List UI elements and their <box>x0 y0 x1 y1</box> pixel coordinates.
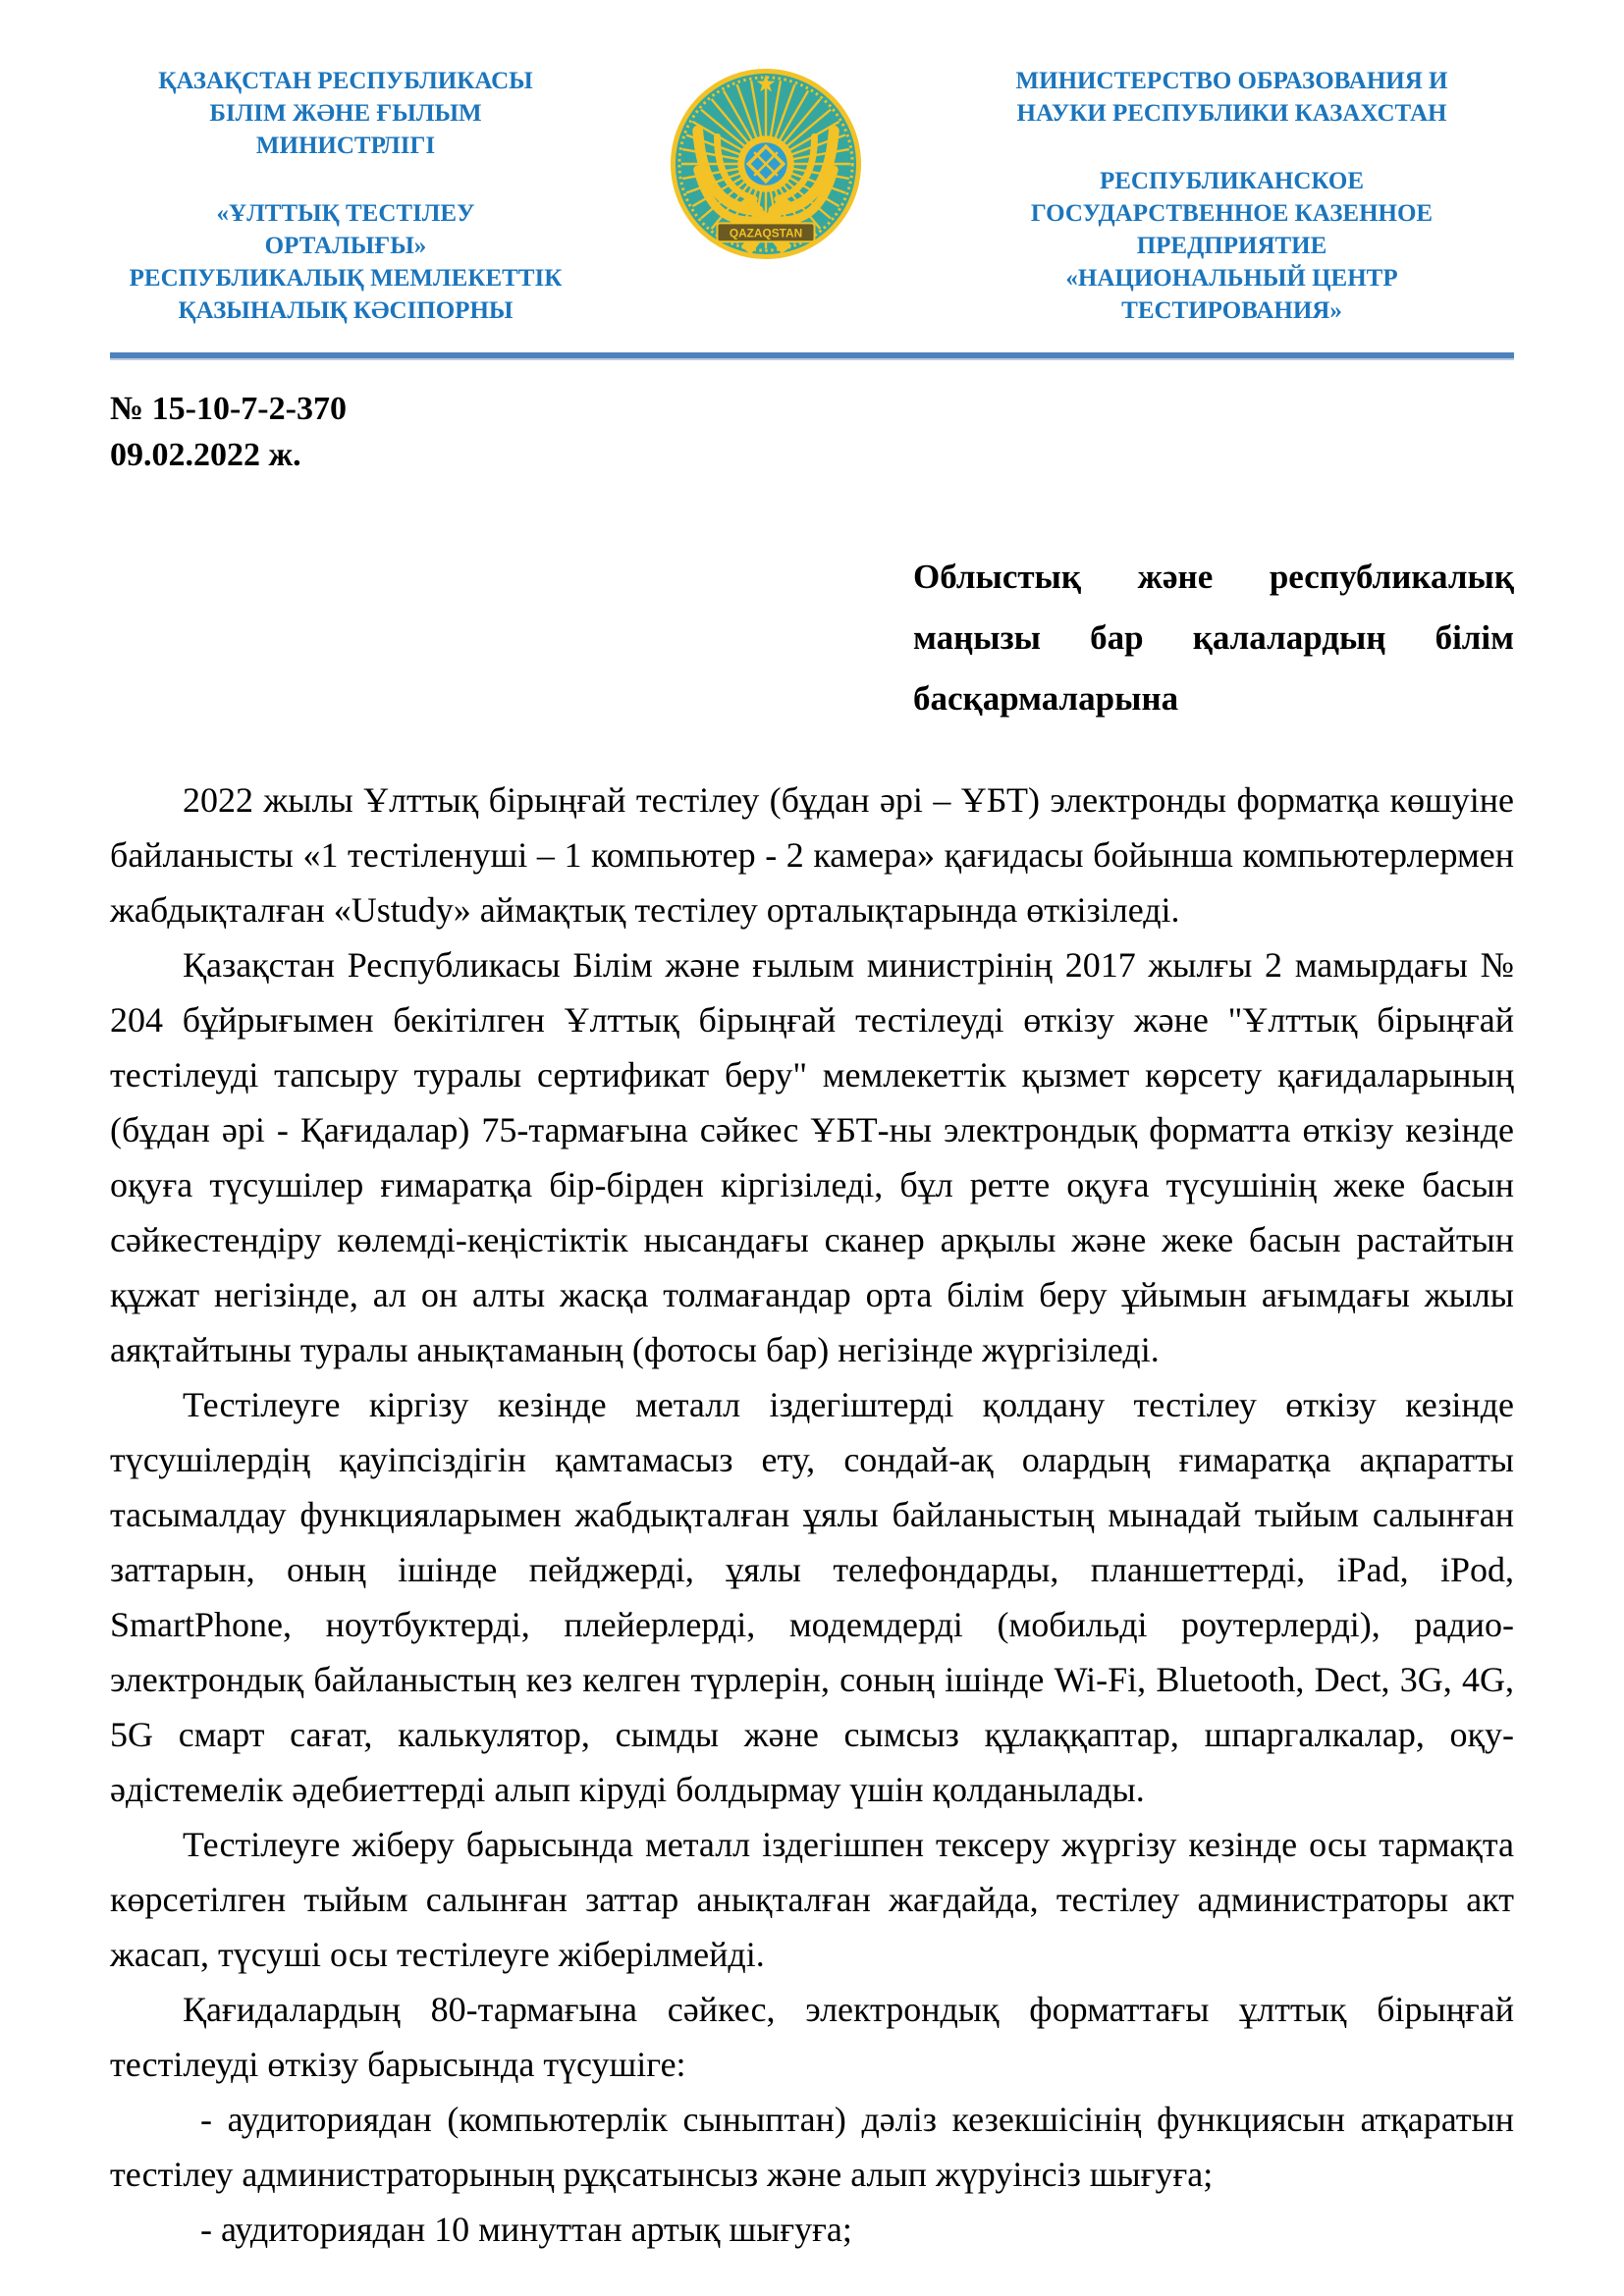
letter-body <box>110 773 1514 2257</box>
org-line: МИНИСТРЛІГІ <box>255 133 436 159</box>
org-line: «ҰЛТТЫҚ ТЕСТІЛЕУ <box>216 200 475 227</box>
paragraph: Тестілеуге кіргізу кезінде металл іздегіштерді қолдану тестілеу өткізу кезінде түсушілердің қауіпсіздігін қамтамасыз ету, сондай-ақ олардың ғимаратқа ақпаратты тасымалдау функцияларымен жабдықталған ұялы байланыстың мынадай тыйым салынған заттарын, оның ішінде пейджерді, ұялы телефондарды, планшеттерді, iPad, iPod, SmartPhone, ноутбуктерді, плейерлерді, модемдерді (мобильді роутерлерді), радио-электрондық байланыстың кез келген түрлерін, соның ішінде Wi-Fi, Bluetooth, Dect, 3G, 4G, 5G смарт сағат, калькулятор, сымды және сымсыз құлаққаптар, шпаргалкалар, оқу-әдістемелік әдебиеттерді алып кіруді болдырмау үшін қолданылады. <box>110 1385 1514 1809</box>
paragraph: 2022 жылы Ұлттық бірыңғай тестілеу (бұдан әрі – ҰБТ) электронды форматқа көшуіне байланысты «1 тестіленуші – 1 компьютер - 2 камера» қағидасы бойынша компьютерлермен жабдықталған «Ustudy» аймақтық тестілеу орталықтарында өткізіледі. <box>110 780 1514 930</box>
list-item: - аудиториядан (компьютерлік сыныптан) дәліз кезекшісінің функциясын атқаратын тестілеу администраторының рұқсатынсыз және алып жүруінсіз шығуға; <box>110 2100 1514 2194</box>
reference-block <box>110 386 1514 478</box>
org-line: РЕСПУБЛИКАНСКОЕ <box>1099 168 1365 194</box>
org-name-kazakh <box>110 65 581 327</box>
enterprise-name-kazakh <box>110 197 581 327</box>
kazakhstan-coat-of-arms-icon <box>653 65 879 261</box>
paragraph: Тестілеуге жіберу барысында металл іздегішпен тексеру жүргізу кезінде осы тармақта көрсетілген тыйым салынған заттар анықталған жағдайда, тестілеу администраторы акт жасап, түсуші осы тестілеуге жіберілмейді. <box>110 1825 1514 1974</box>
org-line: НАУКИ РЕСПУБЛИКИ КАЗАХСТАН <box>1016 100 1447 127</box>
org-line: МИНИСТЕРСТВО ОБРАЗОВАНИЯ И <box>1015 68 1448 94</box>
emblem-banner-text: QAZAQSTAN <box>729 226 802 240</box>
org-line: ОРТАЛЫҒЫ» <box>264 233 427 259</box>
ministry-name-kazakh <box>110 65 581 162</box>
paragraph: Қағидалардың 80-тармағына сәйкес, электрондық форматтағы ұлттық бірыңғай тестілеуді өткізу барысында түсушіге: <box>110 1990 1514 2084</box>
ministry-name-russian <box>949 65 1514 130</box>
org-line: ТЕСТИРОВАНИЯ» <box>1121 297 1342 324</box>
addressee-block: Облыстық және республикалық маңызы бар қалалардың білім басқармаларына <box>913 558 1514 718</box>
org-name-russian <box>949 65 1514 327</box>
org-line: ГОСУДАРСТВЕННОЕ КАЗЕННОЕ <box>1030 200 1434 227</box>
list-item: - аудиториядан 10 минуттан артық шығуға; <box>200 2210 852 2249</box>
enterprise-name-russian <box>949 165 1514 327</box>
paragraph: Қазақстан Республикасы Білім және ғылым министрінің 2017 жылғы 2 мамырдағы № 204 бұйрығымен бекітілген Ұлттық бірыңғай тестілеуді өткізу және "Ұлттық бірыңғай тестілеуді тапсыру туралы сертификат беру" мемлекеттік қызмет көрсету қағидаларының (бұдан әрі - Қағидалар) 75-тармағына сәйкес ҰБТ-ны электрондық форматта өткізу кезінде оқуға түсушілер ғимаратқа бір-бірден кіргізіледі, бұл ретте оқуға түсушінің жеке басын сәйкестендіру көлемді-кеңістіктік нысандағы сканер арқылы және жеке басын растайтын құжат негізінде, ал он алты жасқа толмағандар орта білім беру ұйымын ағымдағы жылы аяқтайтыны туралы анықтаманың (фотосы бар) негізінде жүргізіледі. <box>110 945 1514 1369</box>
org-line: ҚАЗЫНАЛЫҚ КӘСІПОРНЫ <box>178 297 514 324</box>
org-line: РЕСПУБЛИКАЛЫҚ МЕМЛЕКЕТТІК <box>129 265 563 292</box>
document-date: 09.02.2022 ж. <box>110 437 301 473</box>
org-line: ПРЕДПРИЯТИЕ <box>1136 233 1327 259</box>
document-number: № 15-10-7-2-370 <box>110 391 347 427</box>
org-line: БІЛІМ ЖӘНЕ ҒЫЛЫМ <box>209 100 482 127</box>
letterhead-divider <box>110 352 1514 360</box>
letterhead <box>0 0 1624 327</box>
org-line: ҚАЗАҚСТАН РЕСПУБЛИКАСЫ <box>158 68 533 94</box>
org-line: «НАЦИОНАЛЬНЫЙ ЦЕНТР <box>1065 265 1398 292</box>
